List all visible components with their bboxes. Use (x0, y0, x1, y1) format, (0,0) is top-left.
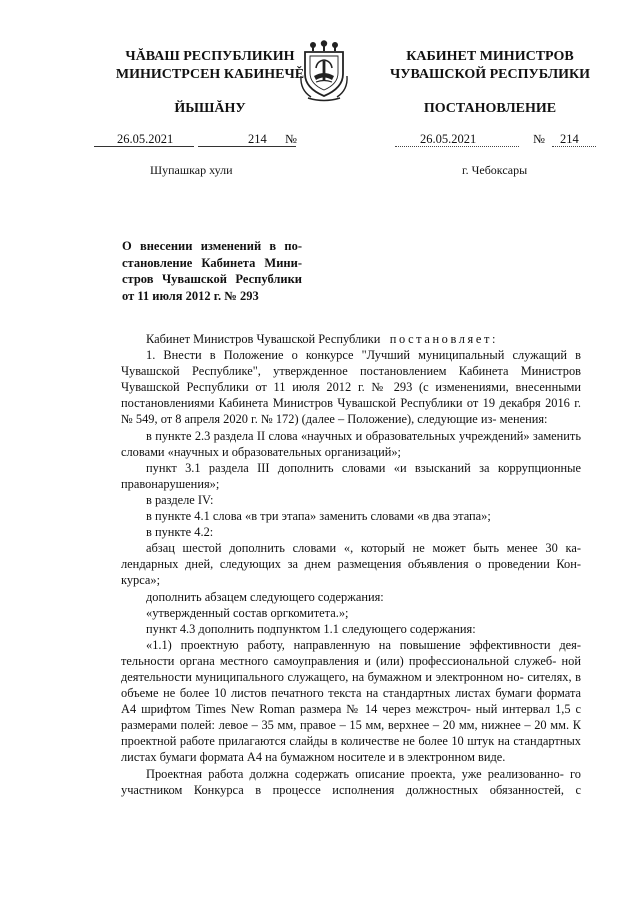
body-line: в разделе IV: (146, 492, 214, 507)
subject-line: О внесении изменений в по- (122, 239, 302, 253)
body-line: бумаги формата А4 шрифтом Times New Roman размера № 14 через межстроч- (121, 686, 582, 717)
date-underline-right (395, 146, 519, 147)
chuvash-republic-emblem-icon (299, 40, 349, 102)
body-line: курса»; (121, 573, 161, 588)
header-right-line2: ЧУВАШСКОЙ РЕСПУБЛИКИ (389, 67, 591, 82)
body-line: Чувашской Республике", утвержденное постановлением Кабинета Министров (121, 364, 581, 379)
body-line: 20 мм, нижнее – 20 мм. К проектной работе прилагаются слайды в количестве не (121, 718, 581, 749)
number-right: 214 (560, 132, 579, 146)
subject-line: стров Чувашской Республики (122, 272, 302, 286)
body-paragraph (121, 524, 581, 540)
number-sign-right: № (533, 132, 545, 146)
body-line: ный интервал 1,5 с размерами полей: левое – 35 мм, правое – 15 мм, верхнее – (121, 702, 582, 733)
body-line: заменить словами «научных и образовательных организаций»; (121, 428, 581, 459)
number-underline-left (198, 146, 296, 147)
header-left-line2: МИНИСТРСЕН КАБИНЕЧĚ (115, 67, 305, 82)
body-line: абзац шестой дополнить словами «, который не может быть менее 30 ка- (146, 541, 581, 556)
body-paragraph (121, 637, 581, 766)
body-line: дополнить абзацем следующего содержания: (146, 589, 384, 604)
body-paragraph (121, 589, 581, 605)
body-paragraph (121, 508, 581, 524)
body-paragraph (121, 540, 581, 588)
subject-line: от 11 июля 2012 г. № 293 (122, 288, 259, 303)
place-right: г. Чебоксары (462, 163, 528, 177)
body-line: Проектная работа должна содержать описание проекта, уже реализованно- (146, 766, 564, 781)
body-paragraph (121, 621, 581, 637)
subject-line: становление Кабинета Мини- (122, 255, 302, 270)
body-line: сителях, в объеме не более 10 листов печатного текста на стандартных листах (121, 669, 581, 701)
number-left: 214 (248, 132, 267, 146)
body-line: постановлениями Кабинета Министров Чувашской Республики от 19 декабря (121, 396, 541, 411)
body-line: правонарушения»; (121, 476, 220, 491)
intro-paragraph (121, 331, 581, 347)
header-right-doc-type: ПОСТАНОВЛЕНИЕ (423, 101, 557, 116)
header-left-doc-type: ЙЫШĂНУ (174, 101, 246, 116)
number-sign-left: № (285, 132, 297, 146)
body-paragraph (121, 605, 581, 621)
body-line: «утвержденный состав оргкомитета.»; (146, 605, 349, 620)
body-line: в пункте 4.1 слова «в три этапа» заменить словами «в два этапа»; (146, 509, 491, 524)
body-line: в пункте 4.2: (146, 525, 214, 540)
date-right: 26.05.2021 (420, 132, 477, 146)
body-line: 1. Внести в Положение о конкурсе "Лучший муниципальный служащий в (146, 348, 581, 363)
document-body (121, 331, 581, 798)
body-line: Чувашской Республики от 11 июля 2012 г. № 293 (с изменениями, внесенными (121, 380, 581, 395)
body-line: «1.1) проектную работу, направленную на повышение эффективности дея- (146, 637, 581, 652)
body-line: го участником Конкурса в процессе исполнения должностных обязанностей, с (121, 766, 581, 797)
body-paragraph (121, 460, 581, 492)
number-underline-right (552, 146, 596, 147)
body-line: лендарных дней, следующих за днем размещения объявления о проведении Кон- (121, 557, 581, 572)
body-line: 2016 г. № 549, от 8 апреля 2020 г. № 172) (далее – Положение), следующие из- (121, 396, 582, 427)
document-subject (122, 238, 302, 304)
header-left-organization (92, 48, 328, 84)
body-line: пункт 3.1 раздела III дополнить словами «и взысканий за коррупционные (146, 460, 581, 475)
body-line: более 10 штук на стандартных листах бумаги формата А4 на бумажном носителе (121, 734, 581, 765)
body-line: менения: (499, 412, 548, 427)
body-paragraph (121, 347, 581, 427)
header-right-organization (372, 48, 608, 84)
body-paragraph (121, 492, 581, 508)
intro-text: Кабинет Министров Чувашской Республики (146, 332, 381, 346)
date-left: 26.05.2021 (117, 132, 174, 146)
body-line: тельности органа местного самоуправления и (или) профессиональной служеб- (121, 653, 557, 668)
place-left: Шупашкар хули (150, 163, 233, 177)
body-paragraph (121, 766, 581, 798)
body-paragraph (121, 428, 581, 460)
body-line: ной деятельности муниципального служащего, на бумажном и электронном но- (121, 653, 581, 684)
body-line: пункт 4.3 дополнить подпунктом 1.1 следующего содержания: (146, 621, 476, 636)
date-underline-left (94, 146, 194, 147)
body-line: и в электронном виде. (388, 750, 506, 765)
body-paragraphs (121, 347, 581, 798)
header-left-line1: ЧĂВАШ РЕСПУБЛИКИН (125, 49, 295, 64)
body-line: в пункте 2.3 раздела II слова «научных и образовательных учреждений» (146, 428, 530, 443)
header-right-line1: КАБИНЕТ МИНИСТРОВ (406, 49, 574, 64)
intro-spaced-text: постановляет: (389, 332, 499, 346)
